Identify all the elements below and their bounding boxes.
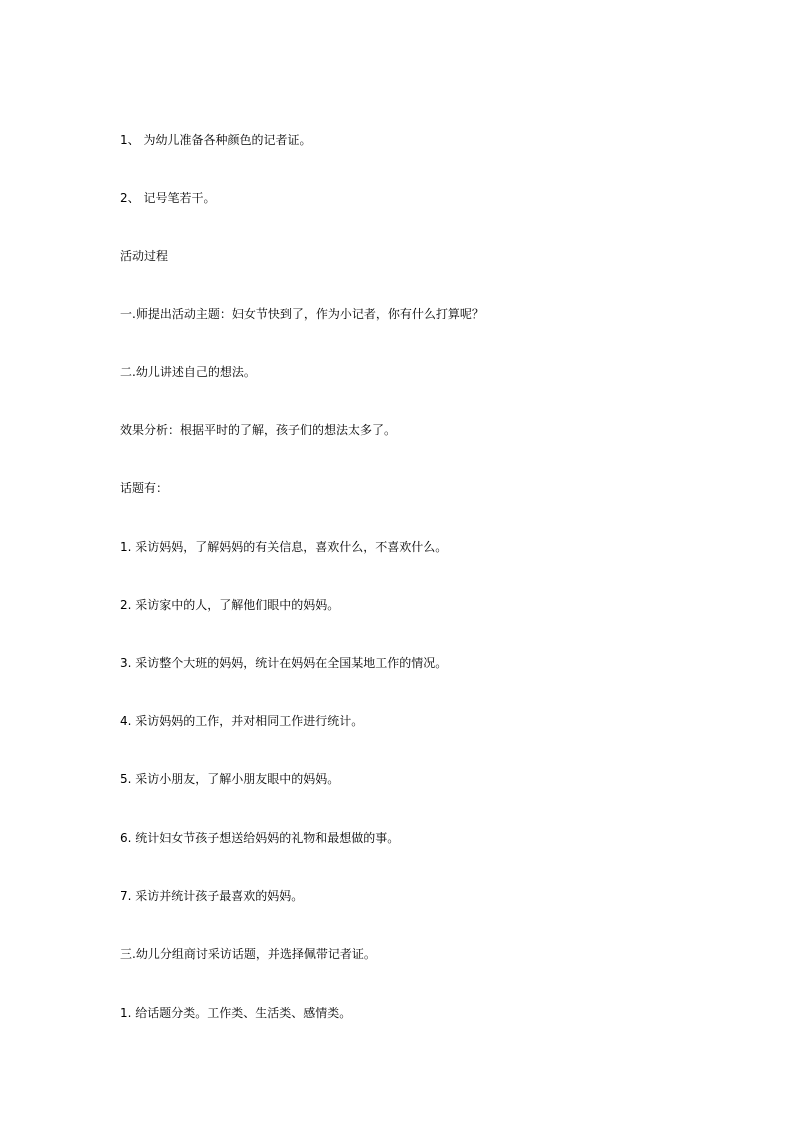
grouping-item-1: 1. 给话题分类。工作类、生活类、感情类。 (120, 1006, 352, 1020)
topic-item-6: 6. 统计妇女节孩子想送给妈妈的礼物和最想做的事。 (120, 831, 400, 845)
topic-item-7: 7. 采访并统计孩子最喜欢的妈妈。 (120, 889, 304, 903)
topics-label: 话题有： (120, 481, 169, 495)
topic-item-4: 4. 采访妈妈的工作，并对相同工作进行统计。 (120, 714, 364, 728)
step-one: 一.师提出活动主题：妇女节快到了，作为小记者，你有什么打算呢？ (120, 307, 484, 321)
topic-item-3: 3. 采访整个大班的妈妈，统计在妈妈在全国某地工作的情况。 (120, 656, 448, 670)
effect-analysis: 效果分析：根据平时的了解，孩子们的想法太多了。 (120, 423, 397, 437)
material-item-1: 1、 为幼儿准备各种颜色的记者证。 (120, 133, 312, 147)
topic-item-1: 1. 采访妈妈，了解妈妈的有关信息，喜欢什么，不喜欢什么。 (120, 540, 448, 554)
topic-item-5: 5. 采访小朋友，了解小朋友眼中的妈妈。 (120, 772, 340, 786)
material-item-2: 2、 记号笔若干。 (120, 191, 216, 205)
step-three: 三.幼儿分组商讨采访话题，并选择佩带记者证。 (120, 947, 376, 961)
topic-item-2: 2. 采访家中的人，了解他们眼中的妈妈。 (120, 598, 340, 612)
step-two: 二.幼儿讲述自己的想法。 (120, 365, 256, 379)
section-heading-activity-process: 活动过程 (120, 249, 169, 263)
